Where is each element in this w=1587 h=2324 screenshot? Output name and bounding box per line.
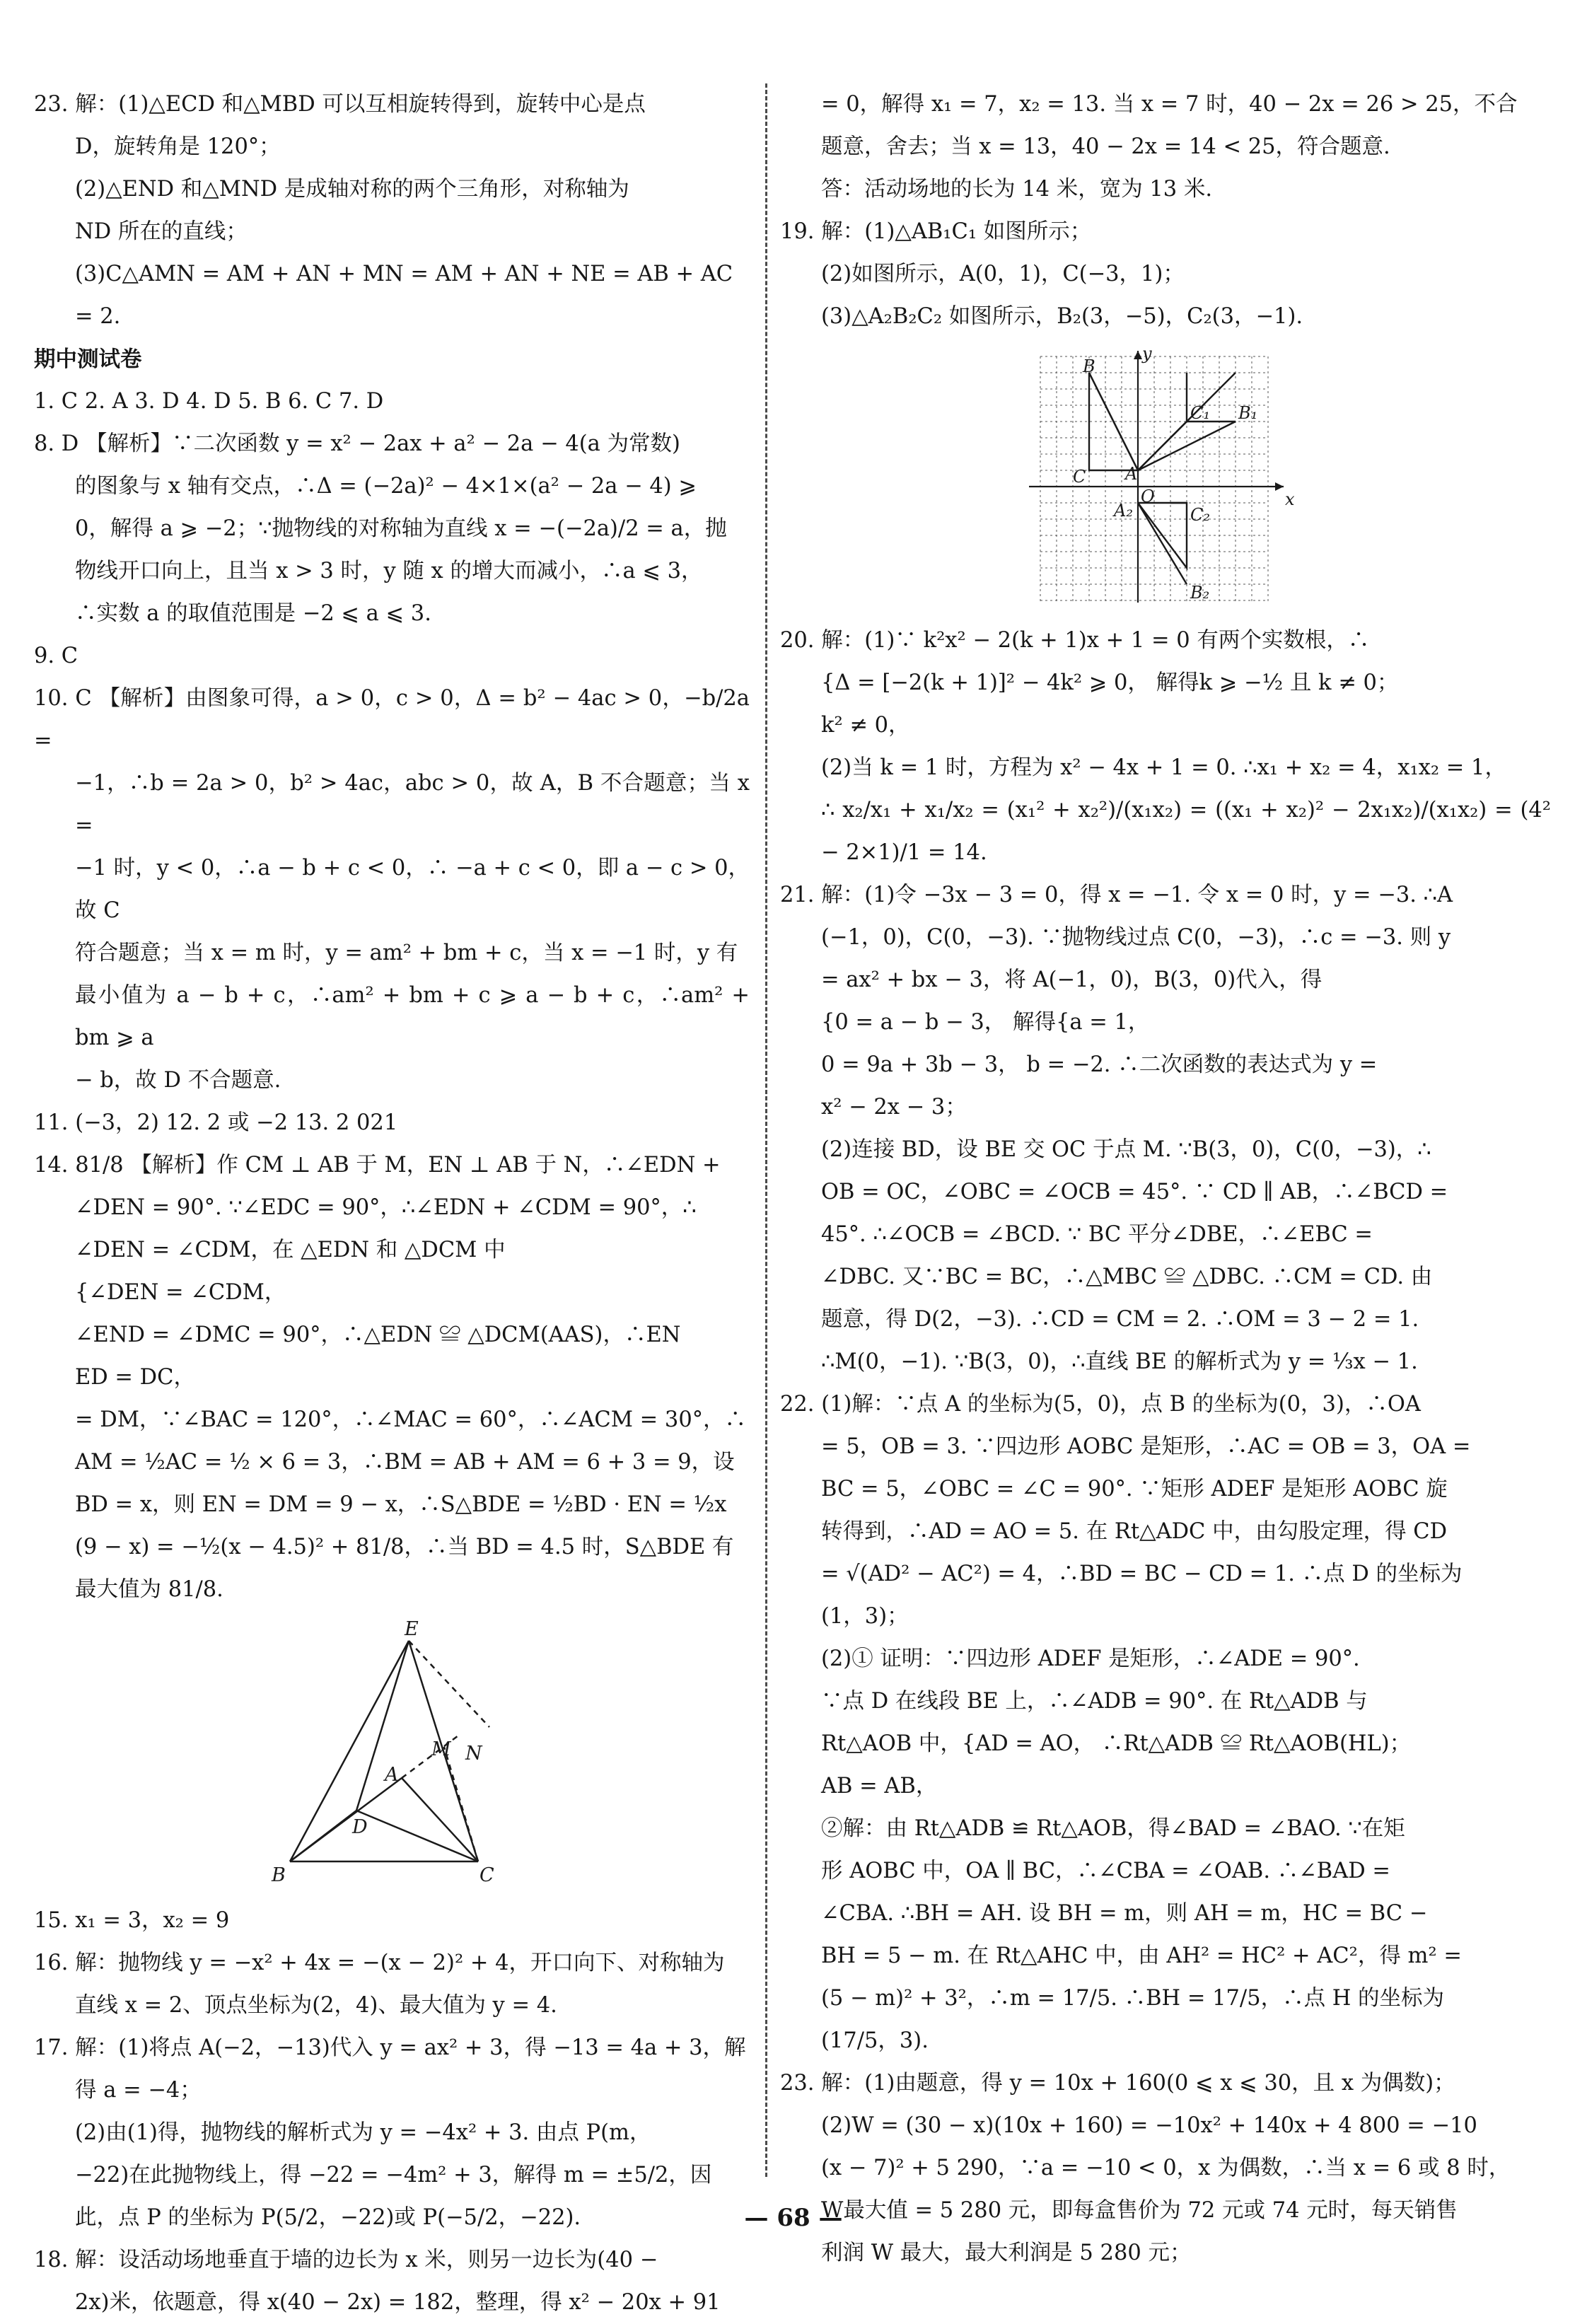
label-B: B [1083,356,1095,376]
text-line-l19: 最小值为 a − b + c，∴am² + bm + c ⩾ a − b + c，∴am² + bm ⩾ a [75,983,750,1050]
text-line-r44: 利润 W 最大，最大利润是 5 280 元； [821,2241,1192,2265]
text-line-l20: − b，故 D 不合题意. [75,1068,281,1093]
text-line-r35: 形 AOBC 中，OA ∥ BC，∴∠CBA = ∠OAB. ∴∠BAD = [821,1859,1390,1883]
text-line-l3: (2)△END 和△MND 是成轴对称的两个三角形，对称轴为 [75,177,629,202]
text-line-l21: 11. (−3，2) 12. 2 或 −2 13. 2 021 [34,1110,398,1135]
label-B1: B₁ [1238,403,1258,423]
text-line-l42: 2x)米，依题意，得 x(40 − 2x) = 182，整理，得 x² − 20x + 91 [75,2290,721,2315]
text-line-r30: (2)① 证明：∵四边形 ADEF 是矩形，∴∠ADE = 90°. [821,1646,1360,1671]
text-line-r24: 22. (1)解：∵点 A 的坐标为(5，0)，点 B 的坐标为(0，3)，∴OA [780,1392,1421,1417]
text-line-l38: (2)由(1)得，抛物线的解析式为 y = −4x² + 3. 由点 P(m， [75,2120,651,2145]
text-line-l34: 16. 解：抛物线 y = −x² + 4x = −(x − 2)² + 4，开口向下、对称轴为 [34,1951,725,1975]
label-E: E [405,1621,419,1640]
text-line-l26: ∠END = ∠DMC = 90°，∴△EDN ≌ △DCM(AAS)，∴EN [75,1323,681,1347]
label-C1: C₁ [1190,403,1210,423]
text-line-r1: = 0，解得 x₁ = 7，x₂ = 13. 当 x = 7 时，40 − 2x = 26 > 25，不合 [821,92,1518,117]
text-line-r19: OB = OC，∠OBC = ∠OCB = 45°. ∵ CD ∥ AB，∴∠BCD = [821,1180,1448,1204]
text-line-r25: = 5，OB = 3. ∵四边形 AOBC 是矩形，∴AC = OB = 3，OA = [821,1434,1471,1459]
triangle-AB1C1 [1138,422,1236,470]
label-M: M [431,1738,451,1760]
text-line-r36: ∠CBA. ∴BH = AH. 设 BH = m，则 AH = m，HC = BC − [821,1901,1428,1926]
text-line-r14: = ax² + bx − 3，将 A(−1，0)，B(3，0)代入，得 [821,968,1322,992]
text-line-l25: {∠DEN = ∠CDM， [75,1280,286,1305]
text-line-r9: k² ≠ 0， [821,713,910,738]
text-line-r40: 23. 解：(1)由题意，得 y = 10x + 160(0 ⩽ x ⩽ 30，且 x 为偶数)； [780,2071,1455,2096]
text-line-l8: 1. C 2. A 3. D 4. D 5. B 6. C 7. D [34,389,384,414]
label-y: y [1142,348,1152,364]
text-line-r38: (5 − m)² + 3²，∴m = 17/5. ∴BH = 17/5，∴点 H 的坐标为 [821,1986,1445,2011]
label-A: A [385,1764,399,1786]
triangle-figure [34,1621,750,1890]
left-column [34,83,750,2324]
text-line-r10: (2)当 k = 1 时，方程为 x² − 4x + 1 = 0. ∴x₁ + x₂ = 4，x₁x₂ = 1， [821,755,1506,780]
label-A2: A₂ [1114,501,1133,521]
text-line-l23: ∠DEN = 90°. ∵∠EDC = 90°，∴∠EDN + ∠CDM = 90°，∴ [75,1195,697,1220]
text-line-r13: (−1，0)，C(0，−3). ∵抛物线过点 C(0，−3)，∴c = −3. 则 y [821,925,1451,950]
text-line-r7: 20. 解：(1)∵ k²x² − 2(k + 1)x + 1 = 0 有两个实数根，∴ [780,628,1370,653]
text-line-l22: 14. 81/8 【解析】作 CM ⊥ AB 于 M，EN ⊥ AB 于 N，∴∠EDN + [34,1153,721,1178]
text-line-l5: (3)C△AMN = AM + AN + MN = AM + AN + NE = AB + AC [75,262,733,286]
line-ED [356,1641,409,1811]
text-line-r23: ∴M(0，−1). ∵B(3，0)，∴直线 BE 的解析式为 y = ⅓x − 1. [821,1349,1418,1374]
text-line-l6: = 2. [75,304,121,329]
text-line-r42: (x − 7)² + 5 290，∵a = −10 < 0，x 为偶数，∴当 x = 6 或 8 时， [821,2156,1511,2180]
coordinate-grid-figure [780,348,1551,610]
text-line-l37: 得 a = −4； [75,2078,202,2103]
text-line-l29: AM = ½AC = ½ × 6 = 3，∴BM = AB + AM = 6 + 3 = 9，设 [75,1450,735,1475]
label-O: O [1141,487,1155,506]
text-line-r32: Rt△AOB 中，{AD = AO， ∴Rt△ADB ≌ Rt△AOB(HL)； [821,1731,1412,1756]
text-line-r27: 转得到，∴AD = AO = 5. 在 Rt△ADC 中，由勾股定理，得 CD [821,1519,1448,1544]
text-line-l4: ND 所在的直线； [75,219,248,244]
text-line-r15: {0 = a − b − 3， 解得{a = 1， [821,1010,1150,1035]
text-line-r11: ∴ x₂/x₁ + x₁/x₂ = (x₁² + x₂²)/(x₁x₂) = ((x₁ + x₂)² − 2x₁x₂)/(x₁x₂) = (4² − 2×1)/1 = 14. [821,798,1551,865]
text-line-l9: 8. D 【解析】∵二次函数 y = x² − 2ax + a² − 2a − 4(a 为常数) [34,431,680,456]
text-line-r22: 题意，得 D(2，−3). ∴CD = CM = 2. ∴OM = 3 − 2 = 1. [821,1307,1419,1332]
text-line-l39: −22)在此抛物线上，得 −22 = −4m² + 3，解得 m = ±5/2，因 [75,2163,712,2188]
text-line-l41: 18. 解：设活动场地垂直于墙的边长为 x 米，则另一边长为(40 − [34,2248,658,2272]
text-line-r39: (17/5，3). [821,2028,929,2053]
line-BA [290,1778,402,1861]
text-line-l10: 的图象与 x 轴有交点，∴Δ = (−2a)² − 4×1×(a² − 2a − 4) ⩾ [75,474,697,499]
text-line-r12: 21. 解：(1)令 −3x − 3 = 0，得 x = −1. 令 x = 0 时，y = −3. ∴A [780,883,1453,907]
text-line-r29: (1，3)； [821,1604,909,1629]
text-line-l1: 23. 解：(1)△ECD 和△MBD 可以互相旋转得到，旋转中心是点 [34,92,646,117]
label-B: B [272,1864,286,1886]
text-line-l14: 9. C [34,644,79,668]
text-line-r5: (2)如图所示，A(0，1)，C(−3，1)； [821,262,1185,286]
label-N: N [465,1743,482,1765]
label-C: C [479,1864,494,1886]
text-line-l2: D，旋转角是 120°； [75,134,281,159]
text-line-l7: 期中测试卷 [34,347,142,372]
text-line-l32: 最大值为 81/8. [75,1577,223,1602]
label-D: D [352,1816,368,1838]
text-line-r37: BH = 5 − m. 在 Rt△AHC 中，由 AH² = HC² + AC²，得 m² = [821,1944,1462,1968]
text-line-r43: W最大值 = 5 280 元，即每盒售价为 72 元或 74 元时，每天销售 [821,2198,1458,2223]
text-line-r33: AB = AB， [821,1774,938,1799]
label-B2: B₂ [1190,583,1210,603]
label-C: C [1073,467,1086,487]
text-line-l40: 此，点 P 的坐标为 P(5/2，−22)或 P(−5/2，−22). [75,2205,581,2230]
text-line-l18: 符合题意；当 x = m 时，y = am² + bm + c，当 x = −1 时，y 有 [75,941,738,965]
column-divider [765,83,767,2177]
text-line-r4: 19. 解：(1)△AB₁C₁ 如图所示； [780,219,1092,244]
text-line-r28: = √(AD² − AC²) = 4，∴BD = BC − CD = 1. ∴点 D 的坐标为 [821,1562,1463,1586]
text-line-l24: ∠DEN = ∠CDM，在 △EDN 和 △DCM 中 [75,1238,506,1262]
text-line-r6: (3)△A₂B₂C₂ 如图所示，B₂(3，−5)，C₂(3，−1). [821,304,1303,329]
text-line-l27: ED = DC， [75,1365,195,1390]
text-line-l30: BD = x，则 EN = DM = 9 − x，∴S△BDE = ½BD · EN = ½x [75,1492,727,1517]
line-EN-dashed [409,1641,489,1727]
label-A: A [1125,464,1138,484]
text-line-l33: 15. x₁ = 3，x₂ = 9 [34,1908,230,1933]
text-line-r26: BC = 5，∠OBC = ∠C = 90°. ∵矩形 ADEF 是矩形 AOBC 旋 [821,1477,1448,1501]
text-line-r18: (2)连接 BD，设 BE 交 OC 于点 M. ∵B(3，0)，C(0，−3)，∴ [821,1137,1431,1162]
text-line-r31: ∵点 D 在线段 BE 上，∴∠ADB = 90°. 在 Rt△ADB 与 [821,1689,1368,1714]
text-line-l12: 物线开口向上，且当 x > 3 时，y 随 x 的增大而减小，∴a ⩽ 3， [75,559,703,583]
text-line-l16: −1，∴b = 2a > 0，b² > 4ac，abc > 0，故 A，B 不合题意；当 x = [75,771,750,838]
text-line-r2: 题意，舍去；当 x = 13，40 − 2x = 14 < 25，符合题意. [821,134,1390,159]
label-x: x [1285,489,1295,509]
label-C2: C₂ [1190,505,1210,525]
line-BE [290,1641,409,1861]
text-line-r20: 45°. ∴∠OCB = ∠BCD. ∵ BC 平分∠DBE，∴∠EBC = [821,1222,1373,1247]
text-line-r8: {Δ = [−2(k + 1)]² − 4k² ⩾ 0， 解得k ⩾ −½ 且 k ≠ 0； [821,670,1399,695]
text-line-l36: 17. 解：(1)将点 A(−2，−13)代入 y = ax² + 3，得 −13 = 4a + 3，解 [34,2035,746,2060]
text-line-l35: 直线 x = 2、顶点坐标为(2，4)、最大值为 y = 4. [75,1993,557,2018]
text-line-l13: ∴实数 a 的取值范围是 −2 ⩽ a ⩽ 3. [75,601,431,626]
line-DC [356,1811,478,1861]
text-line-r17: x² − 2x − 3； [821,1095,967,1120]
text-line-r3: 答：活动场地的长为 14 米，宽为 13 米. [821,177,1213,202]
page-number: — 68 — [744,2204,843,2232]
text-line-r16: 0 = 9a + 3b − 3， b = −2. ∴二次函数的表达式为 y = [821,1052,1378,1077]
text-line-l17: −1 时，y < 0，∴a − b + c < 0，∴ −a + c < 0，即 a − c > 0，故 C [75,856,750,923]
text-line-r41: (2)W = (30 − x)(10x + 160) = −10x² + 140x + 4 800 = −10 [821,2113,1477,2138]
text-line-r21: ∠DBC. 又∵BC = BC，∴△MBC ≌ △DBC. ∴CM = CD. 由 [821,1265,1433,1289]
text-line-l11: 0，解得 a ⩾ −2；∵抛物线的对称轴为直线 x = −(−2a)/2 = a，抛 [75,516,727,541]
text-line-l28: = DM，∵∠BAC = 120°，∴∠MAC = 60°，∴∠ACM = 30°，∴ [75,1407,746,1432]
text-line-l31: (9 − x) = −½(x − 4.5)² + 81/8，∴当 BD = 4.5 时，S△BDE 有 [75,1535,734,1559]
text-line-l15: 10. C 【解析】由图象可得，a > 0，c > 0，Δ = b² − 4ac > 0，−b/2a = [34,686,750,753]
right-column [780,83,1551,2274]
text-line-r34: ②解：由 Rt△ADB ≌ Rt△AOB，得∠BAD = ∠BAO. ∵在矩 [821,1816,1405,1841]
